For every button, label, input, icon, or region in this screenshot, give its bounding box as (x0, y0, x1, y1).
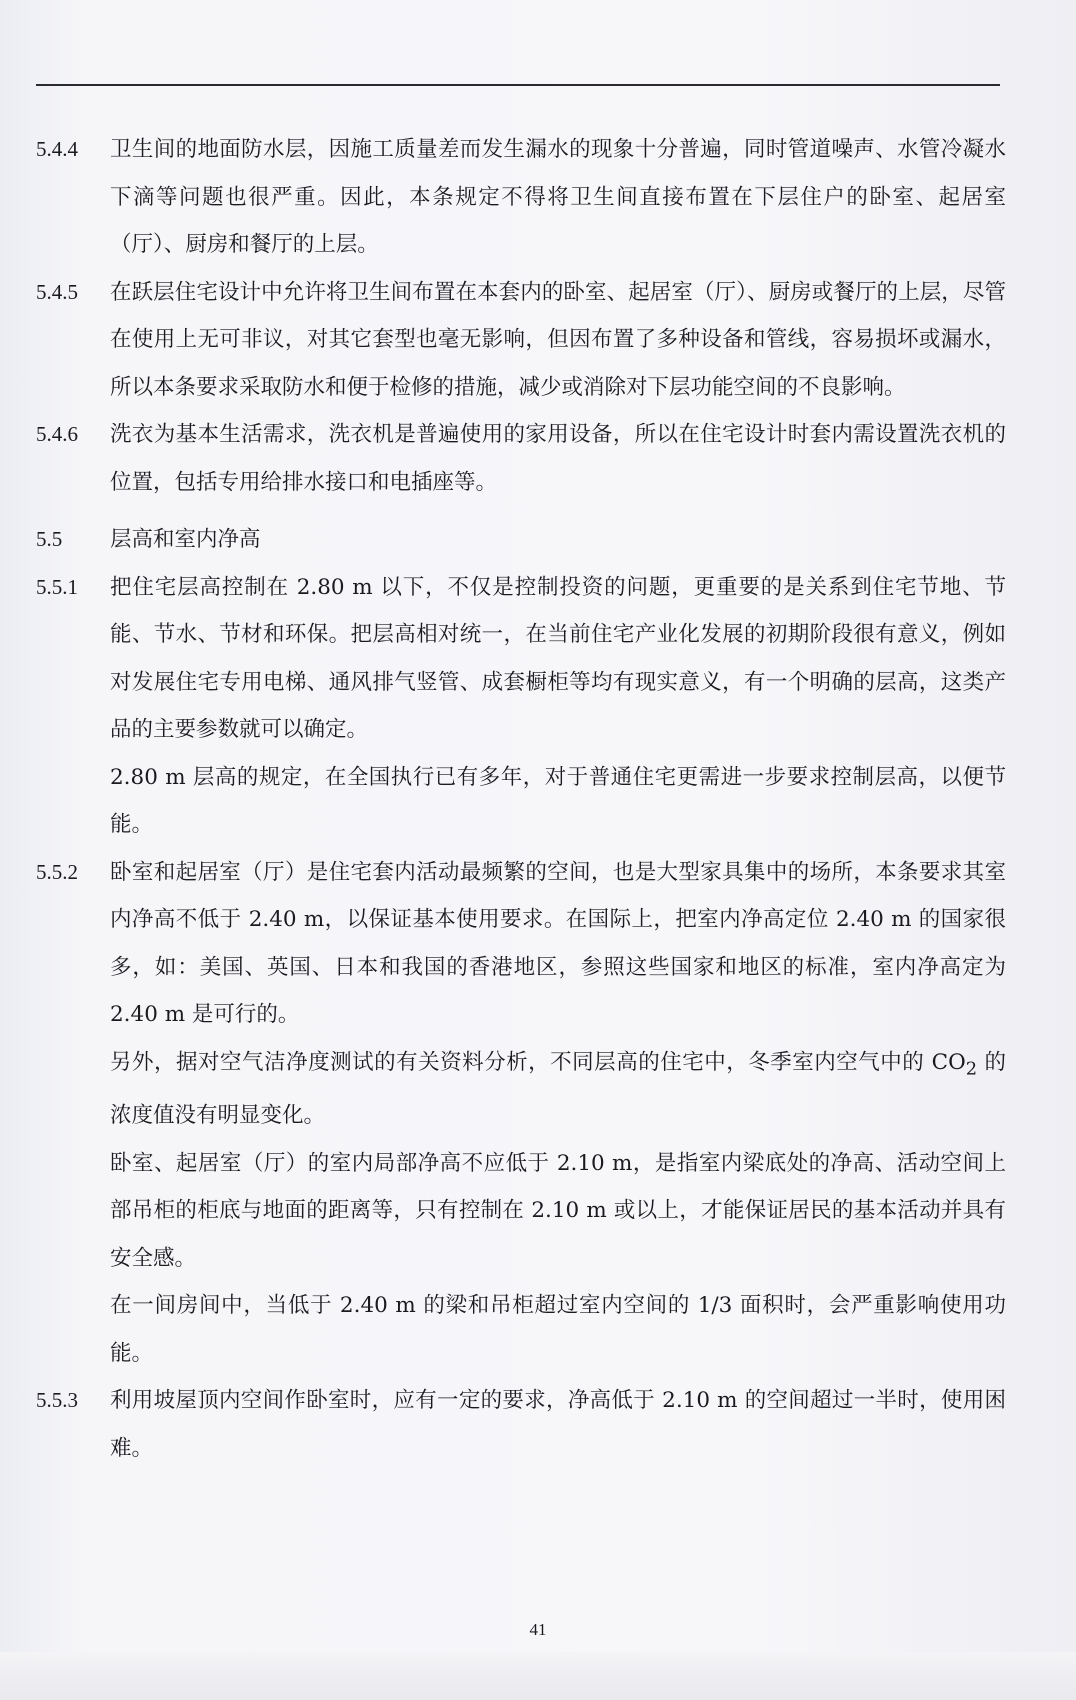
section-5-5-1 (0, 564, 1076, 849)
section-paragraph: 把住宅层高控制在 2.80 m 以下，不仅是控制投资的问题，更重要的是关系到住宅节地、节能、节水、节材和环保。把层高相对统一，在当前住宅产业化发展的初期阶段很有意义，例如对发展住宅专用电梯、通风排气竖管、成套橱柜等均有现实意义，有一个明确的层高，这类产品的主要参数就可以确定。 (110, 574, 1006, 742)
section-paragraph-co2 (110, 1039, 1006, 1140)
section-number: 5.4.6 (36, 422, 78, 446)
section-paragraph: 利用坡屋顶内空间作卧室时，应有一定的要求，净高低于 2.10 m 的空间超过一半时，使用困难。 (110, 1388, 1006, 1461)
section-paragraph: 卧室和起居室（厅）是住宅套内活动最频繁的空间，也是大型家具集中的场所，本条要求其室内净高不低于 2.40 m，以保证基本使用要求。在国际上，把室内净高定位 2.40 m 的国家很多，如：美国、英国、日本和我国的香港地区，参照这些国家和地区的标准，室内净高定为 2.40 m 是可行的。 (110, 859, 1006, 1027)
co2-subscript: 2 (965, 1057, 978, 1079)
section-number: 5.4.4 (36, 137, 78, 161)
heading-number: 5.5 (36, 527, 63, 551)
section-number: 5.5.2 (36, 859, 78, 884)
section-5-4-6 (0, 411, 1076, 506)
section-number: 5.5.3 (36, 1388, 78, 1413)
section-number: 5.5.1 (36, 574, 78, 599)
section-paragraph: 卧室、起居室（厅）的室内局部净高不应低于 2.10 m，是指室内梁底处的净高、活动空间上部吊柜的柜底与地面的距离等，只有控制在 2.10 m 或以上，才能保证居民的基本活动并具有安全感。 (110, 1150, 1006, 1271)
section-5-5-3 (0, 1377, 1076, 1472)
section-5-5-2 (0, 849, 1076, 1378)
header-rule (36, 84, 1000, 86)
section-paragraph: 2.80 m 层高的规定，在全国执行已有多年，对于普通住宅更需进一步要求控制层高，以便节能。 (110, 764, 1006, 837)
section-paragraph: 在一间房间中，当低于 2.40 m 的梁和吊柜超过室内空间的 1/3 面积时，会严重影响使用功能。 (110, 1293, 1006, 1366)
heading-title: 层高和室内净高 (110, 527, 261, 552)
section-paragraph: 在跃层住宅设计中允许将卫生间布置在本套内的卧室、起居室（厅）、厨房或餐厅的上层，尽管在使用上无可非议，对其它套型也毫无影响，但因布置了多种设备和管线，容易损坏或漏水，所以本条要求采取防水和便于检修的措施，减少或消除对下层功能空间的不良影响。 (110, 279, 1006, 400)
scan-edge (0, 1652, 1076, 1700)
section-5-4-4 (0, 126, 1076, 269)
co2-text: 另外，据对空气洁净度测试的有关资料分析，不同层高的住宅中，冬季室内空气中的 CO (110, 1049, 966, 1075)
co2-tail: 的浓度值没有明显变化。 (110, 1049, 1006, 1129)
section-number: 5.4.5 (36, 279, 78, 304)
section-paragraph: 洗衣为基本生活需求，洗衣机是普遍使用的家用设备，所以在住宅设计时套内需设置洗衣机的位置，包括专用给排水接口和电插座等。 (110, 422, 1006, 495)
section-5-4-5 (0, 269, 1076, 412)
page-number: 41 (529, 1620, 547, 1639)
section-paragraph: 卫生间的地面防水层，因施工质量差而发生漏水的现象十分普遍，同时管道噪声、水管冷凝水下滴等问题也很严重。因此，本条规定不得将卫生间直接布置在下层住户的卧室、起居室（厅）、厨房和餐厅的上层。 (110, 137, 1006, 257)
section-heading-5-5 (0, 516, 1076, 564)
page-content (0, 126, 1076, 1472)
